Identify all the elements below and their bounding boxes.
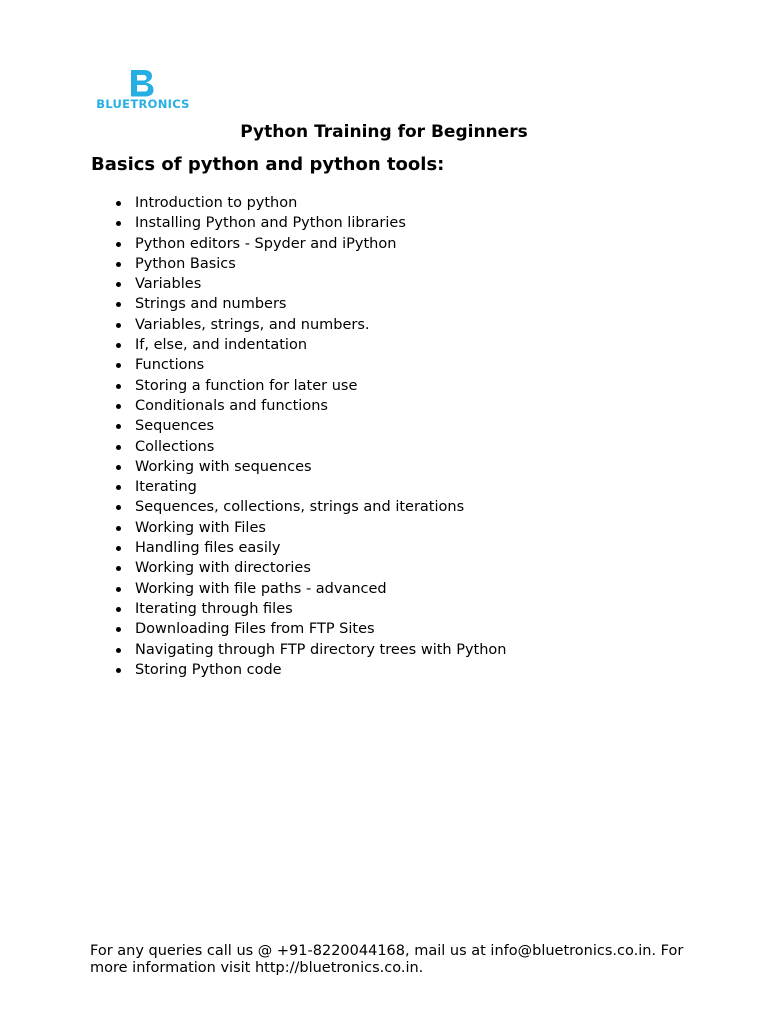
list-item: Python editors - Spyder and iPython — [114, 234, 506, 254]
list-item: Iterating through files — [114, 599, 506, 619]
list-item: Sequences, collections, strings and iterations — [114, 497, 506, 517]
list-item: Installing Python and Python libraries — [114, 213, 506, 233]
list-item: Working with sequences — [114, 457, 506, 477]
contact-footer: For any queries call us @ +91-8220044168, mail us at info@bluetronics.co.in. For more information visit http://bluetronics.co.in. — [90, 943, 684, 976]
list-item: Sequences — [114, 416, 506, 436]
list-item: Working with directories — [114, 558, 506, 578]
list-item: Functions — [114, 355, 506, 375]
list-item: Collections — [114, 437, 506, 457]
list-item: Working with file paths - advanced — [114, 579, 506, 599]
logo-wordmark: BLUETRONICS — [96, 97, 190, 111]
company-logo — [96, 68, 190, 112]
list-item: Storing a function for later use — [114, 376, 506, 396]
list-item: Downloading Files from FTP Sites — [114, 619, 506, 639]
b-monogram-logo-icon — [127, 68, 157, 98]
list-item: Conditionals and functions — [114, 396, 506, 416]
list-item: Navigating through FTP directory trees with Python — [114, 640, 506, 660]
list-item: Variables — [114, 274, 506, 294]
document-title: Python Training for Beginners — [240, 122, 528, 142]
list-item: Strings and numbers — [114, 294, 506, 314]
list-item: Introduction to python — [114, 193, 506, 213]
list-item: If, else, and indentation — [114, 335, 506, 355]
list-item: Storing Python code — [114, 660, 506, 680]
list-item: Iterating — [114, 477, 506, 497]
list-item: Working with Files — [114, 518, 506, 538]
list-item: Variables, strings, and numbers. — [114, 315, 506, 335]
list-item: Python Basics — [114, 254, 506, 274]
list-item: Handling files easily — [114, 538, 506, 558]
topic-list — [114, 193, 506, 680]
section-heading: Basics of python and python tools: — [91, 154, 445, 175]
